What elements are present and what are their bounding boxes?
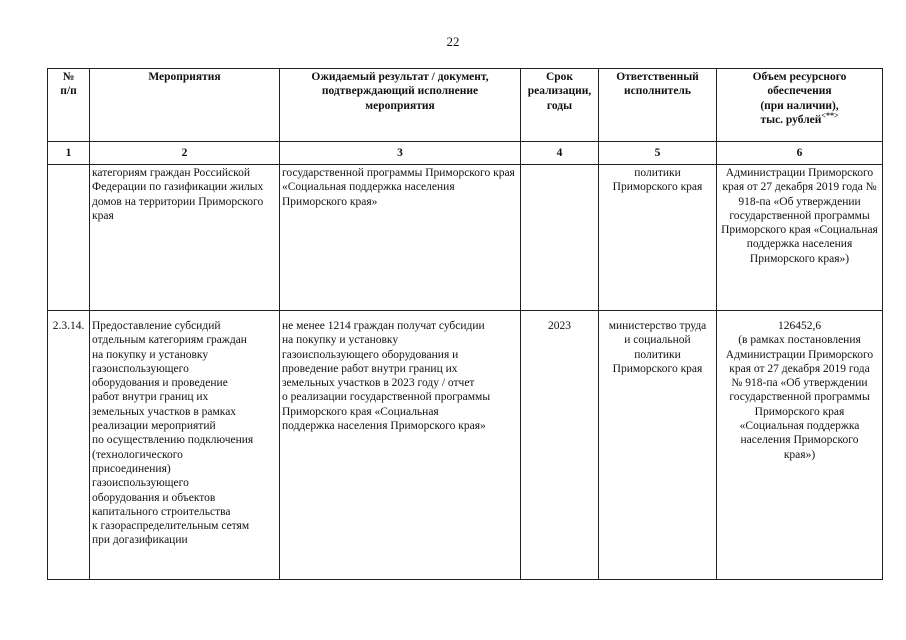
row-result: не менее 1214 граждан получат субсидии на покупку и установку газоиспользующего оборудования и проведение работ внутри границ их земельных участков в 2023 году / отчет о реализации государственной программы Приморского края «Социальная поддержка населения Приморского края» xyxy=(280,311,521,580)
row-activity: Предоставление субсидий отдельным категориям граждан на покупку и установку газоиспользующего оборудования и проведение работ внутри границ их земельных участков в рамках реализации мероприятий по осуществлению подключения (технологического присоединения) газоиспользующего оборудования и объектов капитального строительства к газораспределительным сетям при догазификации xyxy=(90,311,280,580)
header-responsible: Ответственный исполнитель xyxy=(599,69,717,142)
row-number: 2.3.14. xyxy=(48,311,90,580)
header-resources xyxy=(717,69,883,142)
row-resources: 126452,6 (в рамках постановления Администрации Приморского края от 27 декабря 2019 года № 918-па «Об утверждении государственной программы Приморского края «Социальная поддержка населения Приморского края») xyxy=(717,311,883,580)
header-term: Срок реализации, годы xyxy=(521,69,599,142)
header-result: Ожидаемый результат / документ, подтверждающий исполнение мероприятия xyxy=(280,69,521,142)
column-number: 1 xyxy=(48,142,90,165)
column-number: 3 xyxy=(280,142,521,165)
table-row xyxy=(48,165,883,311)
row-activity: категориям граждан Российской Федерации по газификации жилых домов на территории Приморского края xyxy=(90,165,280,311)
page-number: 22 xyxy=(446,34,460,49)
column-number: 4 xyxy=(521,142,599,165)
table-row xyxy=(48,311,883,580)
measures-table xyxy=(47,68,883,580)
column-number: 6 xyxy=(717,142,883,165)
row-responsible: министерство труда и социальной политики Приморского края xyxy=(599,311,717,580)
footnote-mark: <**> xyxy=(821,111,839,121)
column-number: 5 xyxy=(599,142,717,165)
column-number: 2 xyxy=(90,142,280,165)
row-resources: Администрации Приморского края от 27 декабря 2019 года № 918-па «Об утверждении государственной программы Приморского края «Социальная поддержка населения Приморского края») xyxy=(717,165,883,311)
header-activity: Мероприятия xyxy=(90,69,280,142)
table-header-row xyxy=(48,69,883,142)
row-term: 2023 xyxy=(521,311,599,580)
header-resources-text: Объем ресурсного обеспечения (при наличии), тыс. рублей xyxy=(752,71,847,126)
row-responsible: политики Приморского края xyxy=(599,165,717,311)
row-result: государственной программы Приморского края «Социальная поддержка населения Приморского края» xyxy=(280,165,521,311)
header-number: № п/п xyxy=(48,69,90,142)
column-numbers-row xyxy=(48,142,883,165)
row-term xyxy=(521,165,599,311)
row-number xyxy=(48,165,90,311)
